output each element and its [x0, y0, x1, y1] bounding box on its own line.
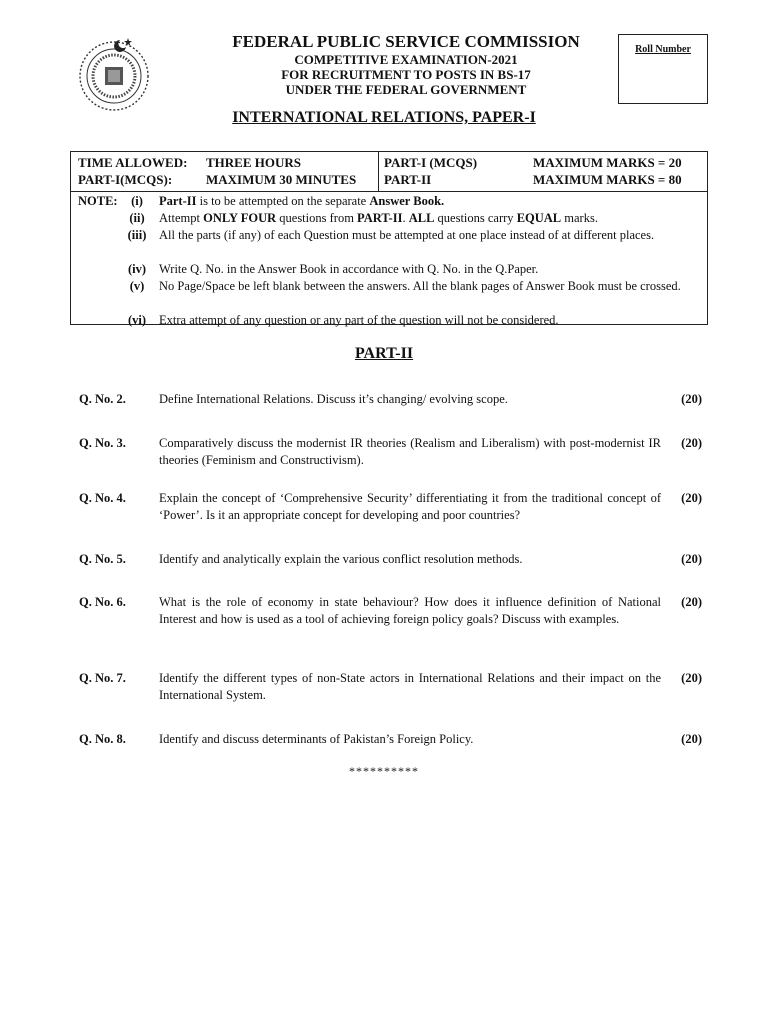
end-marker: ********** [349, 764, 419, 778]
question-number: Q. No. 3. [79, 436, 126, 450]
part1-marks: MAXIMUM MARKS = 20 [533, 155, 682, 170]
government-line: UNDER THE FEDERAL GOVERNMENT [285, 82, 527, 97]
question-text: What is the role of economy in state behaviour? How does it influence definition of National Interest and how is used as a tool of achieving foreign policy goals? Discuss with examples. [159, 595, 661, 626]
question-marks: (20) [681, 552, 702, 566]
note-number: (i) [131, 194, 143, 208]
note-text: Extra attempt of any question or any part of the question will not be considered. [159, 313, 559, 327]
question-number: Q. No. 5. [79, 552, 126, 566]
question-text: Identify and analytically explain the various conflict resolution methods. [159, 552, 523, 566]
note-number: (vi) [127, 313, 147, 327]
fpsc-emblem-icon [74, 34, 154, 114]
note-label: NOTE: [78, 194, 118, 208]
recruitment-line: FOR RECRUITMENT TO POSTS IN BS-17 [281, 67, 531, 82]
part2-marks: MAXIMUM MARKS = 80 [533, 172, 682, 187]
question-text: Identify the different types of non-State actors in International Relations and their impact on the International System. [159, 671, 661, 702]
question-marks: (20) [681, 671, 702, 685]
note-text: All the parts (if any) of each Question must be attempted at one place instead of at different places. [159, 228, 655, 242]
exam-header [200, 32, 612, 97]
note-text: No Page/Space be left blank between the answers. All the blank pages of Answer Book must be crossed. [159, 279, 681, 293]
roll-number-label: Roll Number [635, 44, 691, 55]
part-ii-title: PART-II [354, 345, 414, 362]
question-text: Identify and discuss determinants of Pakistan’s Foreign Policy. [159, 732, 474, 746]
note-number: (iv) [127, 262, 147, 276]
question-number: Q. No. 6. [79, 595, 126, 609]
question-marks: (20) [681, 595, 702, 609]
time-marks-row [71, 152, 707, 192]
part2-label: PART-II [384, 172, 432, 187]
column-divider [378, 152, 379, 191]
organization-name: FEDERAL PUBLIC SERVICE COMMISSION [232, 32, 580, 51]
question-marks: (20) [681, 436, 702, 450]
note-number: (v) [129, 279, 145, 293]
mcq-time-label: PART-I(MCQS): [78, 172, 173, 187]
question-text: Define International Relations. Discuss it’s changing/ evolving scope. [159, 392, 508, 406]
question-number: Q. No. 7. [79, 671, 126, 685]
note-text: Attempt ONLY FOUR questions from PART-II. ALL questions carry EQUAL marks. [159, 211, 598, 225]
question-number: Q. No. 2. [79, 392, 126, 406]
note-text: Part-II is to be attempted on the separate Answer Book. [159, 194, 445, 208]
question-marks: (20) [681, 392, 702, 406]
time-allowed-label: TIME ALLOWED: [78, 155, 188, 170]
time-allowed-value: THREE HOURS [206, 155, 301, 170]
note-number: (iii) [127, 228, 147, 242]
question-marks: (20) [681, 491, 702, 505]
note-number: (ii) [129, 211, 145, 225]
roll-number-box [618, 34, 708, 104]
question-number: Q. No. 4. [79, 491, 126, 505]
note-text: Write Q. No. in the Answer Book in accordance with Q. No. in the Q.Paper. [159, 262, 539, 276]
question-text: Explain the concept of ‘Comprehensive Security’ differentiating it from the traditional concept of ‘Power’. Is it an appropriate concept for developing and poor countries? [159, 491, 661, 522]
notes-section [71, 192, 707, 325]
question-marks: (20) [681, 732, 702, 746]
mcq-time-value: MAXIMUM 30 MINUTES [206, 172, 357, 187]
question-text: Comparatively discuss the modernist IR theories (Realism and Liberalism) with post-modernist IR theories (Feminism and Constructivism). [159, 436, 661, 467]
paper-title: INTERNATIONAL RELATIONS, PAPER-I [232, 109, 536, 126]
exam-name: COMPETITIVE EXAMINATION-2021 [294, 52, 518, 67]
question-number: Q. No. 8. [79, 732, 126, 746]
part1-label: PART-I (MCQS) [384, 155, 478, 170]
instructions-table [70, 151, 708, 325]
